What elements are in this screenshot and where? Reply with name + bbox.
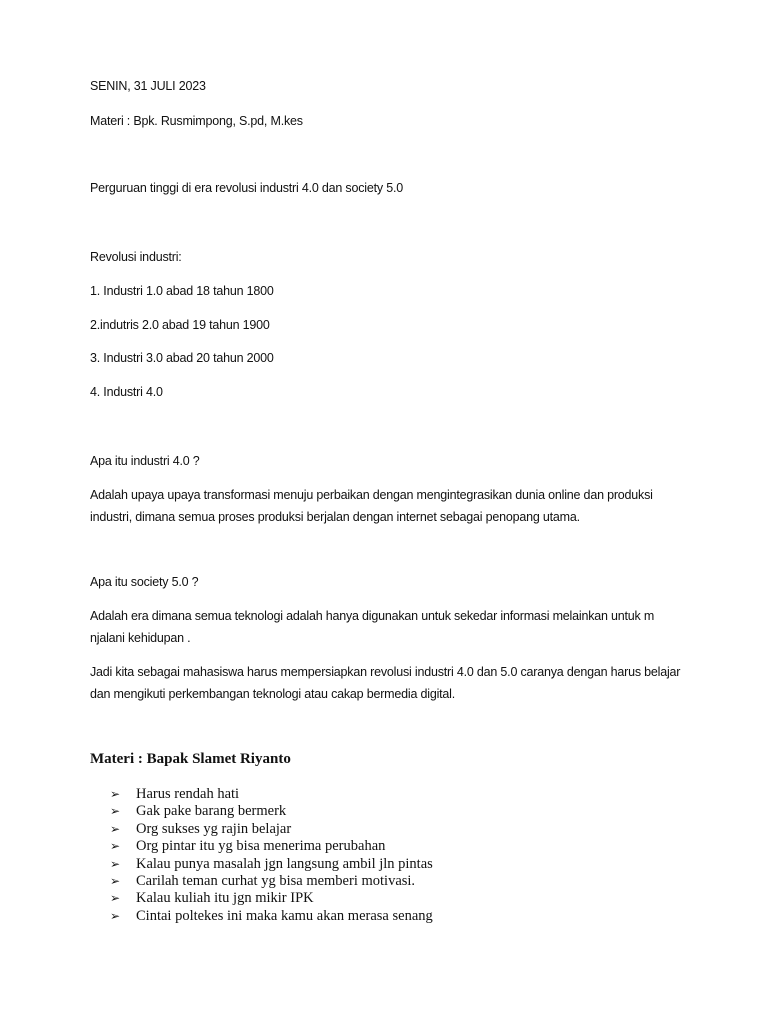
revolusi-heading: Revolusi industri: xyxy=(90,250,182,264)
arrow-bullet-icon: ➢ xyxy=(110,908,121,923)
list-item xyxy=(110,803,433,820)
list-item-text: Harus rendah hati xyxy=(136,786,240,802)
list-item xyxy=(110,908,433,925)
list-item xyxy=(110,821,433,838)
arrow-bullet-icon: ➢ xyxy=(110,856,121,871)
arrow-bullet-icon: ➢ xyxy=(110,839,121,854)
revolusi-item: 1. Industri 1.0 abad 18 tahun 1800 xyxy=(90,284,274,298)
arrow-bullet-icon: ➢ xyxy=(110,787,121,801)
list-item xyxy=(110,873,433,890)
revolusi-item: 3. Industri 3.0 abad 20 tahun 2000 xyxy=(90,351,274,365)
advice-list xyxy=(110,786,433,925)
conclusion-paragraph: Jadi kita sebagai mahasiswa harus mempersiapkan revolusi industri 4.0 dan 5.0 caranya dengan harus belajar dan mengikuti perkembangan teknologi atau cakap bermedia digital. xyxy=(90,665,681,701)
list-item xyxy=(110,786,433,803)
question-society-5: Apa itu society 5.0 ? xyxy=(90,575,199,589)
list-item-text: Org pintar itu yg bisa menerima perubahan xyxy=(136,838,386,855)
arrow-bullet-icon: ➢ xyxy=(110,891,121,906)
revolusi-item: 2.indutris 2.0 abad 19 tahun 1900 xyxy=(90,318,270,332)
list-item xyxy=(110,838,433,855)
list-item-text: Gak pake barang bermerk xyxy=(136,803,287,820)
answer-industri-4: Adalah upaya upaya transformasi menuju perbaikan dengan mengintegrasikan dunia online dan produksi industri, dimana semua proses produksi berjalan dengan internet sebagai penopang utama. xyxy=(90,488,653,524)
list-item-text: Cintai poltekes ini maka kamu akan merasa senang xyxy=(136,907,433,924)
arrow-bullet-icon: ➢ xyxy=(110,804,121,819)
revolusi-item: 4. Industri 4.0 xyxy=(90,385,163,399)
arrow-bullet-icon: ➢ xyxy=(110,821,121,836)
answer-society-5: Adalah era dimana semua teknologi adalah hanya digunakan untuk sekedar informasi melainkan untuk m njalani kehidupan . xyxy=(90,609,655,645)
list-item-text: Org sukses yg rajin belajar xyxy=(136,820,292,837)
lecturer-1-line: Materi : Bpk. Rusmimpong, S.pd, M.kes xyxy=(90,114,303,128)
list-item-text: Kalau kuliah itu jgn mikir IPK xyxy=(136,890,314,907)
list-item xyxy=(110,890,433,907)
list-item xyxy=(110,856,433,873)
list-item-text: Carilah teman curhat yg bisa memberi motivasi. xyxy=(136,872,416,889)
date-line: SENIN, 31 JULI 2023 xyxy=(90,79,206,93)
arrow-bullet-icon: ➢ xyxy=(110,873,121,888)
list-item-text: Kalau punya masalah jgn langsung ambil jln pintas xyxy=(136,855,433,872)
question-industri-4: Apa itu industri 4.0 ? xyxy=(90,454,200,468)
lecturer-2-heading: Materi : Bapak Slamet Riyanto xyxy=(90,751,291,767)
topic-line: Perguruan tinggi di era revolusi industri 4.0 dan society 5.0 xyxy=(90,181,403,195)
